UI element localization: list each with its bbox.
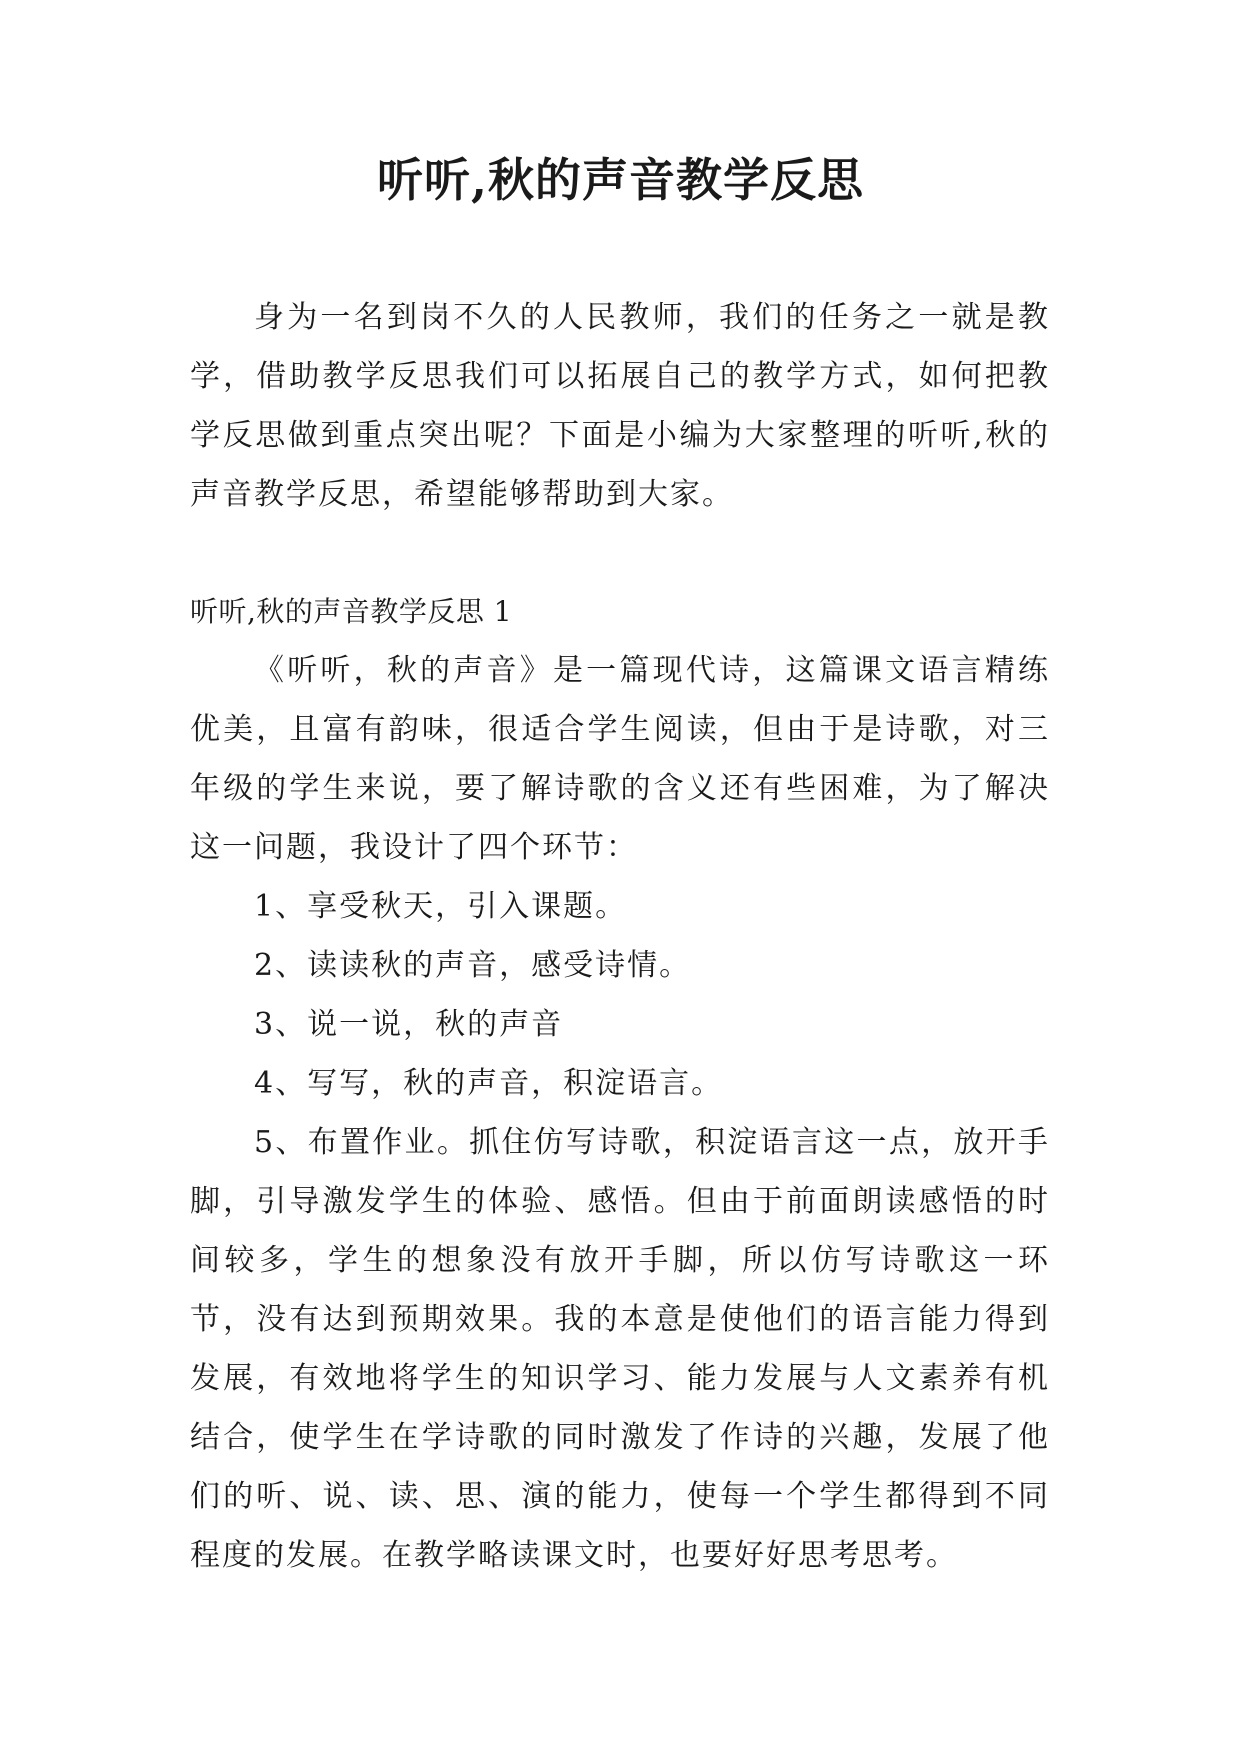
document-body — [190, 288, 1050, 1585]
document-title: 听听,秋的声音教学反思 — [376, 153, 864, 207]
list-item-5: 5、布置作业。抓住仿写诗歌，积淀语言这一点，放开手脚，引导激发学生的体验、感悟。但由于前面朗读感悟的时间较多，学生的想象没有放开手脚，所以仿写诗歌这一环节，没有达到预期效果。我的本意是使他们的语言能力得到发展，有效地将学生的知识学习、能力发展与人文素养有机结合，使学生在学诗歌的同时激发了作诗的兴趣，发展了他们的听、说、读、思、演的能力，使每一个学生都得到不同程度的发展。在教学略读课文时，也要好好思考思考。 — [190, 1125, 1050, 1573]
body-paragraph: 《听听，秋的声音》是一篇现代诗，这篇课文语言精练优美，且富有韵味，很适合学生阅读，但由于是诗歌，对三年级的学生来说，要了解诗歌的含义还有些困难，为了解决这一问题，我设计了四个环节： — [190, 653, 1050, 865]
section-heading: 听听,秋的声音教学反思 1 — [190, 595, 513, 628]
list-item-1: 1、享受秋天，引入课题。 — [254, 889, 628, 924]
list-item-4: 4、写写，秋的声音，积淀语言。 — [254, 1066, 724, 1101]
list-item-2: 2、读读秋的声音，感受诗情。 — [254, 948, 692, 983]
intro-paragraph: 身为一名到岗不久的人民教师，我们的任务之一就是教学，借助教学反思我们可以拓展自己的教学方式，如何把教学反思做到重点突出呢？下面是小编为大家整理的听听,秋的声音教学反思，希望能够帮助到大家。 — [190, 300, 1050, 512]
list-item-3: 3、说一说，秋的声音 — [254, 1007, 564, 1042]
